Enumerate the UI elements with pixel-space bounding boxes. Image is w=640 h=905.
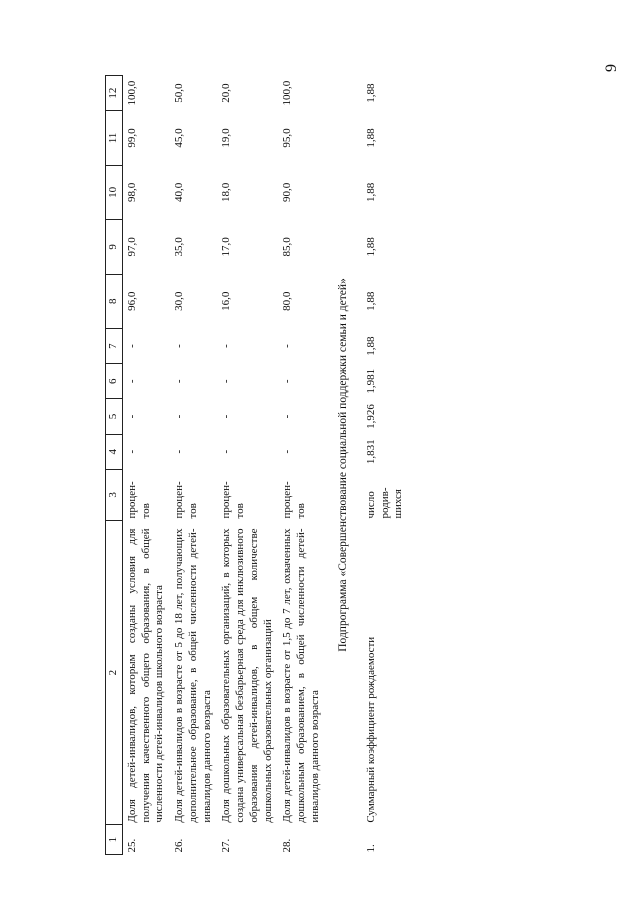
row-number: 26. — [173, 838, 185, 853]
value-cell: - — [125, 344, 138, 348]
value-cell: - — [173, 449, 185, 454]
value-cell: 35,0 — [173, 237, 185, 257]
value-cell: - — [173, 379, 185, 384]
column-number-header: 2 — [106, 521, 123, 825]
table-row — [362, 76, 409, 855]
value-cell: 19,0 — [220, 128, 233, 148]
column-number-header: 6 — [106, 364, 123, 399]
value-cell: 98,0 — [125, 182, 138, 203]
value-cell: - — [281, 449, 294, 454]
indicator-name: Доля детей-инвалидов в возрасте от 5 до 18 лет, получающих дополнительное образование, в общей численности детей-инвалидов данного возраста — [173, 528, 213, 823]
value-cell: 16,0 — [220, 291, 233, 311]
value-cell: - — [220, 414, 233, 419]
value-cell: 1,831 — [364, 439, 377, 465]
page-number: 9 — [603, 64, 620, 72]
value-cell: - — [281, 379, 294, 384]
table-body — [122, 76, 409, 855]
value-cell: 18,0 — [220, 182, 233, 203]
value-cell: - — [125, 414, 138, 419]
value-cell: 1,88 — [364, 182, 377, 203]
indicator-name: Доля детей-инвалидов в возрасте от 1,5 до 7 лет, охваченных дошкольным образованием, в общей численности детей-инвалидов данного возраста — [281, 528, 321, 823]
value-cell: 1,88 — [364, 291, 377, 311]
column-number-header: 4 — [106, 434, 123, 469]
column-number-header: 7 — [106, 328, 123, 363]
indicators-table — [105, 75, 409, 855]
unit-of-measure: число родив-шихся — [364, 487, 405, 519]
value-cell: 100,0 — [125, 80, 138, 106]
value-cell: 45,0 — [173, 128, 185, 148]
value-cell: 1,88 — [364, 83, 377, 103]
value-cell: - — [220, 449, 233, 454]
value-cell: 1,926 — [364, 404, 377, 429]
unit-of-measure: процен-тов — [173, 481, 199, 519]
value-cell: 40,0 — [173, 182, 185, 203]
row-number: 1. — [364, 844, 377, 853]
value-cell: 30,0 — [173, 291, 185, 311]
indicator-name: Суммарный коэффициент рождаемости — [364, 636, 377, 823]
section-row — [326, 76, 362, 855]
value-cell: 50,0 — [173, 83, 185, 103]
table-row — [278, 76, 325, 855]
column-number-header-row — [106, 76, 123, 855]
value-cell: - — [125, 449, 138, 454]
value-cell: 95,0 — [281, 128, 294, 148]
value-cell: - — [281, 344, 294, 348]
table-row — [170, 76, 217, 855]
row-number: 27. — [220, 838, 233, 853]
value-cell: 85,0 — [281, 237, 294, 257]
value-cell: - — [281, 414, 294, 419]
unit-of-measure: процен-тов — [220, 481, 246, 519]
unit-of-measure: процен-тов — [125, 481, 152, 519]
value-cell: 1,88 — [364, 237, 377, 257]
value-cell: 99,0 — [125, 128, 138, 148]
column-number-header: 12 — [106, 76, 123, 111]
value-cell: - — [173, 414, 185, 419]
unit-of-measure: процен-тов — [281, 481, 307, 519]
table-row — [217, 76, 278, 855]
value-cell: 20,0 — [220, 83, 233, 103]
table-row — [122, 76, 170, 855]
rotated-table-wrapper — [105, 75, 580, 855]
value-cell: 100,0 — [281, 80, 294, 106]
value-cell: - — [220, 344, 233, 348]
value-cell: 1,981 — [364, 368, 377, 394]
value-cell: - — [125, 379, 138, 384]
column-number-header: 11 — [106, 111, 123, 165]
value-cell: 1,88 — [364, 336, 377, 356]
column-number-header: 3 — [106, 469, 123, 520]
column-number-header: 10 — [106, 165, 123, 219]
row-number: 28. — [281, 838, 294, 853]
value-cell: 80,0 — [281, 291, 294, 311]
value-cell: 96,0 — [125, 291, 138, 311]
value-cell: 1,88 — [364, 128, 377, 148]
column-number-header: 8 — [106, 274, 123, 328]
indicator-name: Доля дошкольных образовательных организаций, в которых создана универсальная безбарьерная среда для инклюзивного образования детей-инвалидов, в общем количестве дошкольных образовательных организаций — [220, 528, 274, 823]
value-cell: - — [220, 379, 233, 384]
column-number-header: 1 — [106, 825, 123, 855]
column-number-header: 9 — [106, 220, 123, 274]
row-number: 25. — [125, 838, 138, 853]
value-cell: 97,0 — [125, 237, 138, 257]
value-cell: - — [173, 344, 185, 348]
section-title: Подпрограмма «Совершенствование социальной поддержки семьи и детей» — [336, 278, 349, 652]
column-number-header: 5 — [106, 399, 123, 434]
value-cell: 17,0 — [220, 237, 233, 257]
value-cell: 90,0 — [281, 182, 294, 203]
indicator-name: Доля детей-инвалидов, которым созданы условия для получения качественного общего образования, в общей численности детей-инвалидов школьного возраста — [125, 528, 166, 823]
